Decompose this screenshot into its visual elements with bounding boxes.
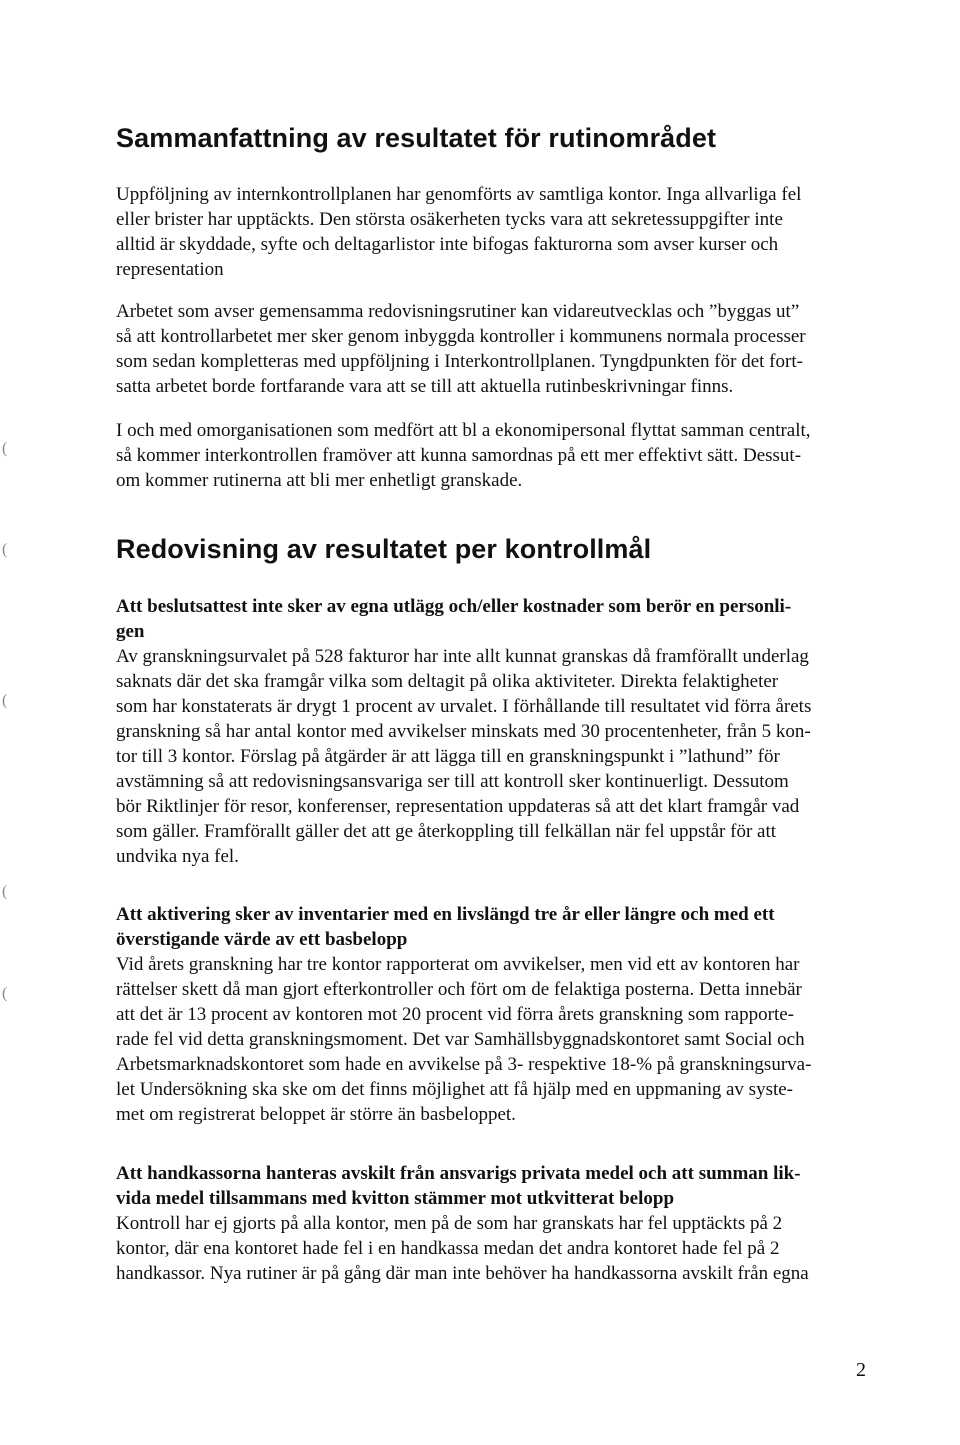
text-line: så att kontrollarbetet mer sker genom inbyggda kontroller i kommunens normala processer	[116, 326, 806, 347]
section-heading-summary: Sammanfattning av resultatet för rutinområdet	[116, 123, 717, 153]
text-line: representation	[116, 259, 224, 280]
summary-paragraph-3	[116, 418, 876, 493]
text-line: så kommer interkontrollen framöver att kunna samordnas på ett mer effektivt sätt. Dessut-	[116, 445, 802, 466]
control-goal-2	[116, 902, 876, 1127]
text-line: som har konstaterats är drygt 1 procent av urvalet. I förhållande till resultatet vid förra årets	[116, 696, 812, 717]
text-line: att det är 13 procent av kontoren mot 20 procent vid förra årets granskning som rapporte-	[116, 1004, 794, 1025]
summary-paragraph-2	[116, 299, 876, 399]
text-line: Arbetsmarknadskontoret som hade en avvikelse på 3- respektive 18-% på granskningsurva-	[116, 1054, 812, 1075]
text-line: met om registrerat beloppet är större än basbeloppet.	[116, 1104, 516, 1125]
summary-paragraph-1	[116, 182, 876, 282]
text-line: Av granskningsurvalet på 528 fakturor har inte allt kunnat granskas då framförallt underlag	[116, 646, 809, 667]
control-goal-title: Att handkassorna hanteras avskilt från ansvarigs privata medel och att summan lik-	[116, 1163, 801, 1184]
text-line: tor till 3 kontor. Förslag på åtgärder är att lägga till en granskningspunkt i ”lathund” för	[116, 746, 780, 767]
margin-mark: (	[2, 440, 8, 457]
control-goal-title: gen	[116, 621, 145, 642]
text-line: alltid är skyddade, syfte och deltagarlistor inte bifogas fakturorna som avser kurser och	[116, 234, 779, 255]
text-line: Vid årets granskning har tre kontor rapporterat om avvikelser, men vid ett av kontoren har	[116, 954, 800, 975]
margin-mark: (	[2, 985, 8, 1002]
text-line: handkassor. Nya rutiner är på gång där man inte behöver ha handkassorna avskilt från egna	[116, 1263, 809, 1284]
margin-mark: (	[2, 883, 8, 900]
text-line: som sedan kompletteras med uppföljning i Interkontrollplanen. Tyngdpunkten för det fort-	[116, 351, 803, 372]
control-goal-3	[116, 1161, 876, 1286]
text-line: bör Riktlinjer för resor, konferenser, representation uppdateras så att det klart framgår vad	[116, 796, 800, 817]
control-goal-title: Att beslutsattest inte sker av egna utlägg och/eller kostnader som berör en personli-	[116, 596, 792, 617]
section-heading-results: Redovisning av resultatet per kontrollmål	[116, 534, 652, 564]
text-line: let Undersökning ska ske om det finns möjlighet att få hjälp med en uppmaning av syste-	[116, 1079, 794, 1100]
text-line: granskning så har antal kontor med avvikelser minskats med 30 procentenheter, från 5 kon-	[116, 721, 811, 742]
control-goal-title: överstigande värde av ett basbelopp	[116, 929, 408, 950]
text-line: I och med omorganisationen som medfört att bl a ekonomipersonal flyttat samman centralt,	[116, 420, 811, 441]
text-line: kontor, där ena kontoret hade fel i en handkassa medan det andra kontoret hade fel på 2	[116, 1238, 780, 1259]
text-line: om kommer rutinerna att bli mer enhetligt granskade.	[116, 470, 523, 491]
margin-mark: (	[2, 692, 8, 709]
margin-mark: (	[2, 541, 8, 558]
text-line: rättelser skett då man gjort efterkontroller och fört om de felaktiga posterna. Detta innebär	[116, 979, 802, 1000]
text-line: eller brister har upptäckts. Den största osäkerheten tycks vara att sekretessuppgifter inte	[116, 209, 783, 230]
text-line: saknats där det ska framgår vilka som deltagit på olika aktiviteter. Direkta felaktigheter	[116, 671, 779, 692]
text-line: Uppföljning av internkontrollplanen har genomförts av samtliga kontor. Inga allvarliga fel	[116, 184, 802, 205]
control-goal-title: Att aktivering sker av inventarier med en livslängd tre år eller längre och med ett	[116, 904, 775, 925]
text-line: Arbetet som avser gemensamma redovisningsrutiner kan vidareutvecklas och ”byggas ut”	[116, 301, 800, 322]
text-line: satta arbetet borde fortfarande vara att se till att aktuella rutinbeskrivningar finns.	[116, 376, 734, 397]
control-goal-1	[116, 594, 876, 869]
text-line: undvika nya fel.	[116, 846, 239, 867]
text-line: avstämning så att redovisningsansvariga ser till att kontroll sker kontinuerligt. Dessutom	[116, 771, 789, 792]
text-line: rade fel vid detta granskningsmoment. Det var Samhällsbyggnadskontoret samt Social och	[116, 1029, 805, 1050]
page-number: 2	[856, 1359, 866, 1381]
control-goal-title: vida medel tillsammans med kvitton stämmer mot utkvitterat belopp	[116, 1188, 675, 1209]
text-line: Kontroll har ej gjorts på alla kontor, men på de som har granskats har fel upptäckts på 2	[116, 1213, 783, 1234]
text-line: som gäller. Framförallt gäller det att ge återkoppling till felkällan när fel uppstår för att	[116, 821, 777, 842]
